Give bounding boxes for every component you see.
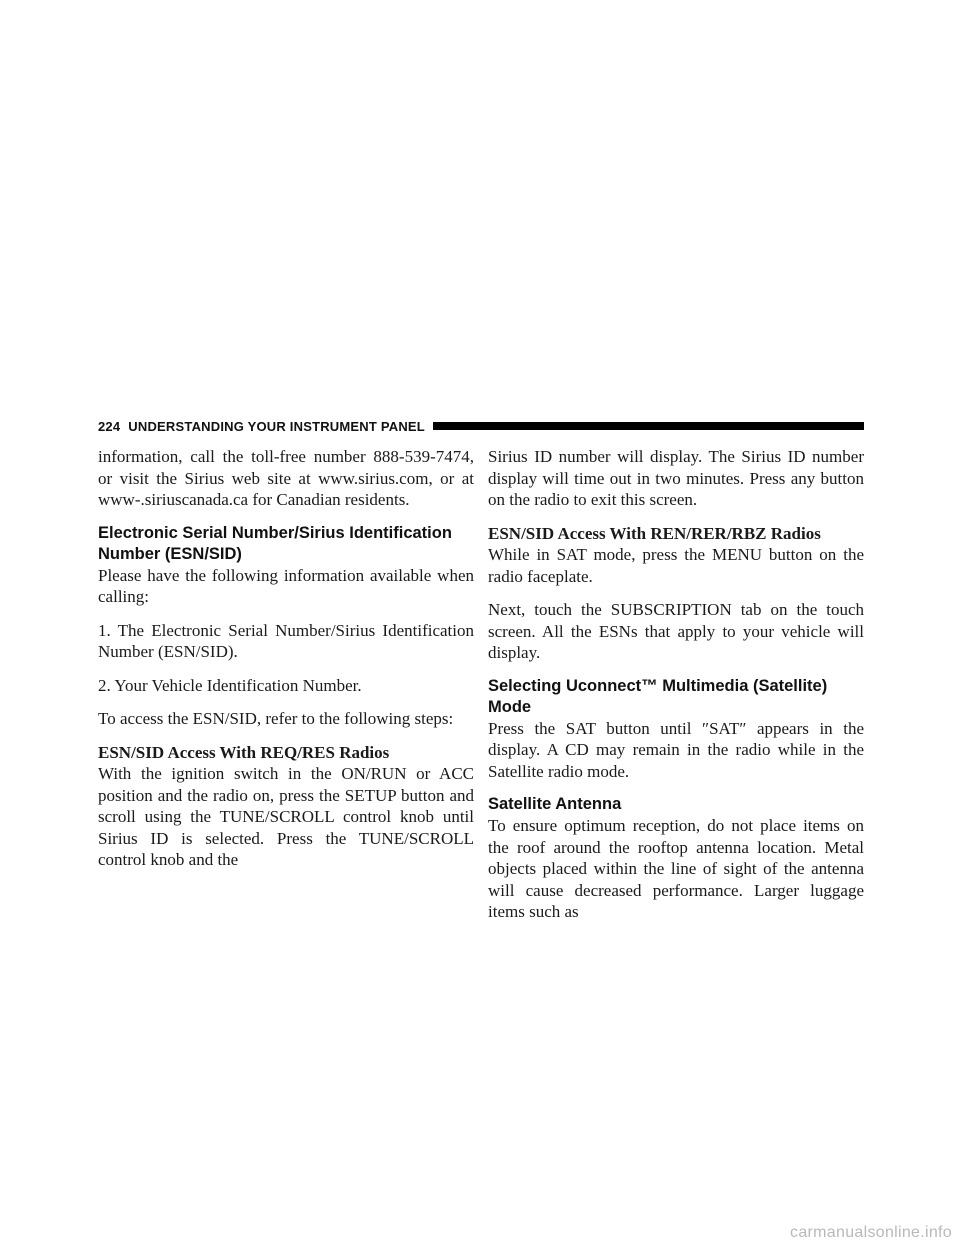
paragraph: Press the SAT button until ″SAT″ appears in the display. A CD may remain in the radio while in the Satellite radio mode.	[488, 718, 864, 781]
paragraph: Please have the following information available when calling:	[98, 565, 474, 606]
paragraph: 2. Your Vehicle Identification Number.	[98, 675, 362, 695]
watermark[interactable]: carmanualsonline.info	[790, 1224, 952, 1241]
page-number: 224	[98, 418, 121, 434]
paragraph: With the ignition switch in the ON/RUN or ACC position and the radio on, press the SETUP button and scroll using the TUNE/SCROLL control knob until Sirius ID is selected. Press the TUNE/SCROLL control knob and the	[98, 764, 474, 869]
paragraph: Next, touch the SUBSCRIPTION tab on the touch screen. All the ESNs that apply to your vehicle will display.	[488, 600, 864, 662]
subheading-req-res: ESN/SID Access With REQ/RES Radios	[98, 742, 390, 762]
paragraph: To access the ESN/SID, refer to the following steps:	[98, 709, 454, 728]
paragraph: To ensure optimum reception, do not place items on the roof around the rooftop antenna location. Metal objects placed within the line of sight of the antenna will cause decreased performance. Larger luggage items such as	[488, 816, 864, 921]
subheading-ren-rer-rbz: ESN/SID Access With REN/RER/RBZ Radios	[488, 523, 821, 543]
heading-uconnect-mode: Selecting Uconnect™ Multimedia (Satellite) Mode	[488, 676, 828, 716]
heading-esn-sid: Electronic Serial Number/Sirius Identification Number (ESN/SID)	[98, 523, 452, 563]
paragraph: Sirius ID number will display. The Sirius ID number display will time out in two minutes. Press any button on the radio to exit this screen.	[488, 447, 864, 509]
section-title: UNDERSTANDING YOUR INSTRUMENT PANEL	[128, 418, 425, 434]
paragraph: 1. The Electronic Serial Number/Sirius Identification Number (ESN/SID).	[98, 620, 474, 661]
header-rule	[433, 422, 864, 430]
paragraph: While in SAT mode, press the MENU button on the radio faceplate.	[488, 545, 864, 586]
paragraph: information, call the toll-free number 888-539-7474, or visit the Sirius web site at www.sirius.com, or at www-.siriuscanada.ca for Canadian residents.	[98, 447, 474, 509]
heading-satellite-antenna: Satellite Antenna	[488, 795, 622, 813]
page-header	[98, 418, 864, 434]
right-column	[488, 446, 864, 923]
left-column	[98, 446, 474, 871]
